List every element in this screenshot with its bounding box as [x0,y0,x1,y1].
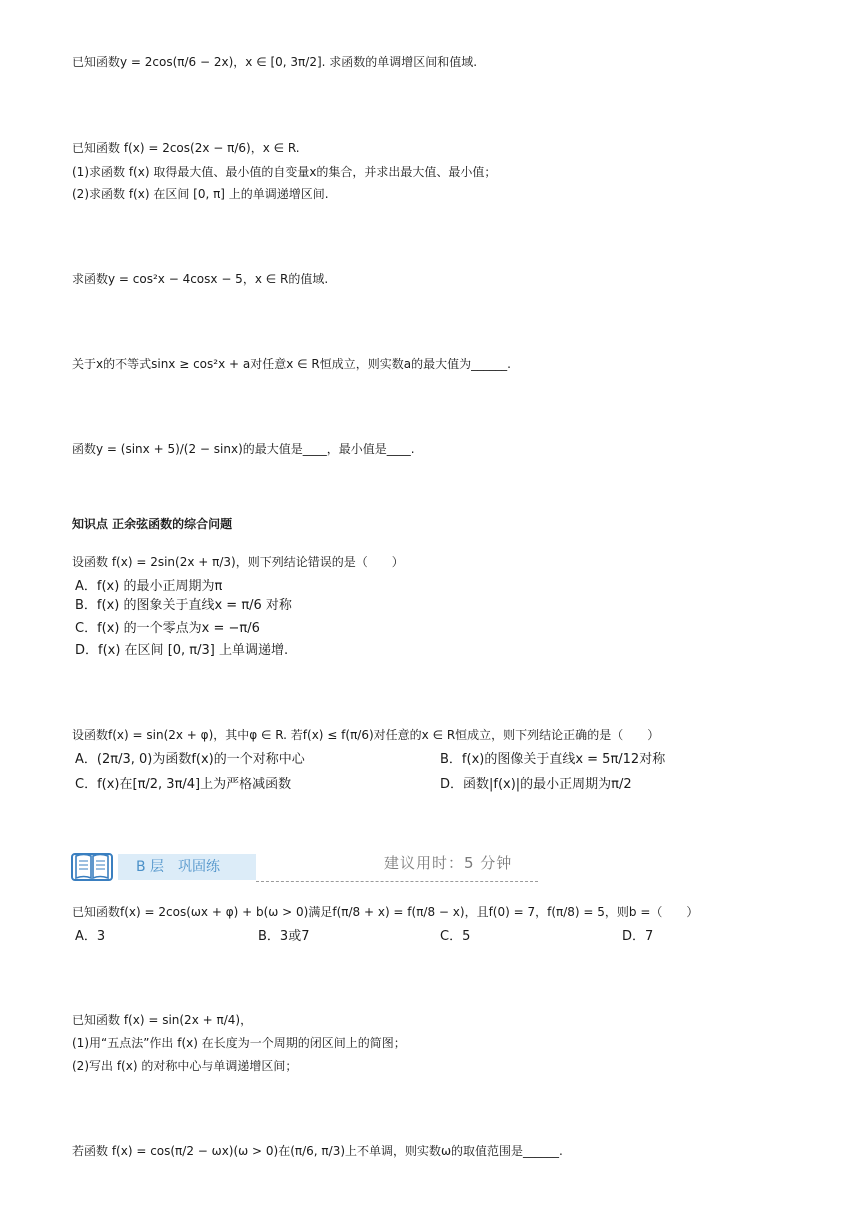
banner-time-label: 建议用时：5 分钟 [384,854,513,872]
q7-stem: 设函数f(x) = sin(2x + φ)，其中φ ∈ R. 若f(x) ≤ f(π/6)对任意的x ∈ R恒成立，则下列结论正确的是（ ） [72,728,660,742]
q7-option-b: B．f(x)的图像关于直线x = 5π/12对称 [440,752,666,767]
q2-stem: 已知函数 f(x) = 2cos(2x − π/6)，x ∈ R. [72,141,300,155]
q8-option-c: C．5 [440,929,471,944]
q3-text: 求函数y = cos²x − 4cosx − 5，x ∈ R的值域. [72,272,329,286]
q2-part1: (1)求函数 f(x) 取得最大值、最小值的自变量x的集合，并求出最大值、最小值； [72,165,497,179]
q7-option-c: C．f(x)在[π/2, 3π/4]上为严格减函数 [75,777,292,792]
q9-part2: (2)写出 f(x) 的对称中心与单调递增区间； [72,1059,298,1073]
q10-text: 若函数 f(x) = cos(π/2 − ωx)(ω > 0)在(π/6, π/3)上不单调，则实数ω的取值范围是______. [72,1144,563,1158]
q7-option-a: A．(2π/3, 0)为函数f(x)的一个对称中心 [75,752,305,767]
q6-option-c: C．f(x) 的一个零点为x = −π/6 [75,621,260,636]
banner-divider [256,881,538,882]
q8-option-a: A．3 [75,929,106,944]
q8-option-d: D．7 [622,929,654,944]
q6-option-b: B．f(x) 的图象关于直线x = π/6 对称 [75,598,292,613]
q5-text: 函数y = (sinx + 5)/(2 − sinx)的最大值是____，最小值是____. [72,442,415,456]
q6-stem: 设函数 f(x) = 2sin(2x + π/3)，则下列结论错误的是（ ） [72,555,404,569]
q8-stem: 已知函数f(x) = 2cos(ωx + φ) + b(ω > 0)满足f(π/8 + x) = f(π/8 − x)，且f(0) = 7，f(π/8) = 5，则b =（ ） [72,905,699,919]
section-heading: 知识点 正余弦函数的综合问题 [72,517,233,531]
q6-option-d: D．f(x) 在区间 [0, π/3] 上单调递增. [75,643,289,658]
book-icon [70,850,114,884]
q9-part1: (1)用“五点法”作出 f(x) 在长度为一个周期的闭区间上的简图； [72,1036,406,1050]
banner-level-label: B 层 巩固练 [136,859,221,875]
q8-option-b: B．3或7 [258,929,310,944]
q2-part2: (2)求函数 f(x) 在区间 [0, π] 上的单调递增区间. [72,187,329,201]
q4-text: 关于x的不等式sinx ≥ cos²x + a对任意x ∈ R恒成立，则实数a的最大值为______. [72,357,511,371]
q7-option-d: D．函数|f(x)|的最小正周期为π/2 [440,777,632,792]
q1-text: 已知函数y = 2cos(π/6 − 2x)，x ∈ [0, 3π/2]. 求函数的单调增区间和值域. [72,55,478,69]
q6-option-a: A．f(x) 的最小正周期为π [75,579,223,594]
q9-stem: 已知函数 f(x) = sin(2x + π/4)， [72,1013,253,1027]
